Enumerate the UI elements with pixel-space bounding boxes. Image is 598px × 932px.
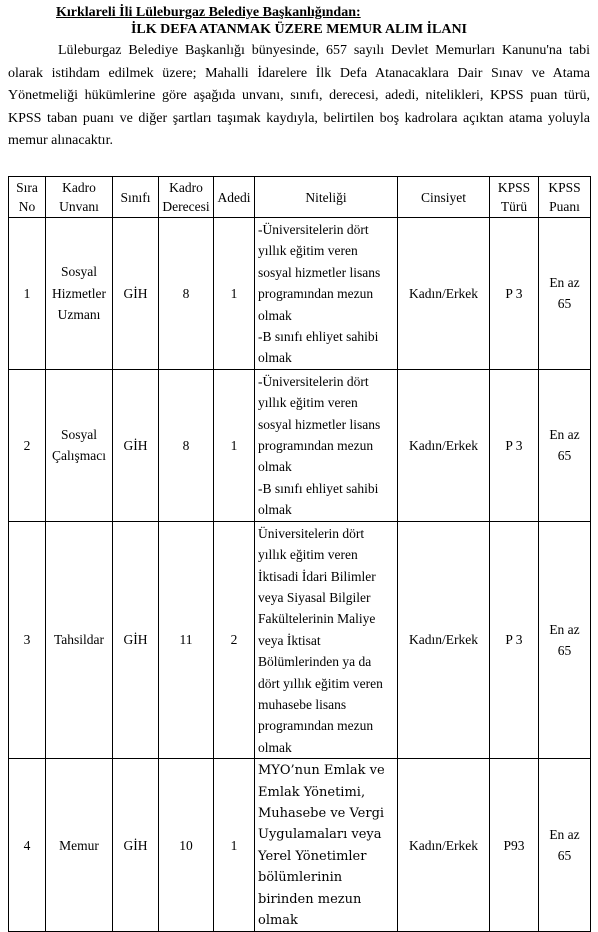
- row-class: GİH: [113, 369, 159, 521]
- row-kpss-type: P 3: [490, 218, 539, 370]
- row-qualification: Üniversitelerin dört yıllık eğitim veren İktisadi İdari Bilimler veya Siyasal Bilgiler Fakültelerinin Maliye veya İktisat Bölümlerinden ya da dört yıllık eğitim veren muhasebe lisans programından mezun olmak: [255, 521, 398, 758]
- row-degree: 8: [159, 369, 214, 521]
- row-kpss-score: En az 65: [539, 369, 591, 521]
- row-qualification: -Üniversitelerin dört yıllık eğitim veren sosyal hizmetler lisans programından mezun olmak -B sınıfı ehliyet sahibi olmak: [255, 369, 398, 521]
- row-kpss-score: En az 65: [539, 521, 591, 758]
- intro-text: Lüleburgaz Belediye Başkanlığı bünyesinde, 657 sayılı Devlet Memurları Kanunu'na tabi olarak istihdam edilmek üzere; Mahalli İdarelere İlk Defa Atanacaklara Dair Sınav ve Atama Yönetmeliği hükümlerine göre aşağıda unvanı, sınıfı, derecesi, adedi, nitelikleri, KPSS puan türü, KPSS taban puanı ve diğer şartları taşımak kaydıyla, belirtilen boş kadrolara açıktan atama yoluyla memur alınacaktır.: [8, 43, 590, 149]
- row-title: Memur: [46, 759, 113, 932]
- row-gender: Kadın/Erkek: [398, 521, 490, 758]
- row-title: Sosyal Hizmetler Uzmanı: [46, 218, 113, 370]
- row-kpss-type: P 3: [490, 521, 539, 758]
- row-qualification: -Üniversitelerin dört yıllık eğitim veren sosyal hizmetler lisans programından mezun olmak -B sınıfı ehliyet sahibi olmak: [255, 218, 398, 370]
- row-count: 1: [214, 218, 255, 370]
- col-header-kpss-score: KPSS Puanı: [539, 177, 591, 218]
- row-no: 4: [9, 759, 46, 932]
- table-body: [9, 218, 591, 932]
- col-header-class: Sınıfı: [113, 177, 159, 218]
- row-kpss-type: P 3: [490, 369, 539, 521]
- col-header-gender: Cinsiyet: [398, 177, 490, 218]
- row-no: 2: [9, 369, 46, 521]
- row-degree: 8: [159, 218, 214, 370]
- row-class: GİH: [113, 759, 159, 932]
- row-gender: Kadın/Erkek: [398, 218, 490, 370]
- row-gender: Kadın/Erkek: [398, 759, 490, 932]
- row-kpss-type: P93: [490, 759, 539, 932]
- table-row: [9, 369, 591, 521]
- row-title: Tahsildar: [46, 521, 113, 758]
- table-row: [9, 521, 591, 758]
- col-header-kpss-type: KPSS Türü: [490, 177, 539, 218]
- row-class: GİH: [113, 521, 159, 758]
- row-kpss-score: En az 65: [539, 759, 591, 932]
- row-gender: Kadın/Erkek: [398, 369, 490, 521]
- intro-paragraph: [8, 40, 590, 153]
- row-degree: 11: [159, 521, 214, 758]
- row-count: 1: [214, 369, 255, 521]
- row-count: 2: [214, 521, 255, 758]
- row-no: 3: [9, 521, 46, 758]
- row-class: GİH: [113, 218, 159, 370]
- col-header-no: Sıra No: [9, 177, 46, 218]
- table-header-row: [9, 177, 591, 218]
- announcement-title: İLK DEFA ATANMAK ÜZERE MEMUR ALIM İLANI: [130, 22, 468, 37]
- announcement-header: [8, 5, 590, 153]
- row-kpss-score: En az 65: [539, 218, 591, 370]
- row-degree: 10: [159, 759, 214, 932]
- row-no: 1: [9, 218, 46, 370]
- positions-table: [8, 176, 591, 932]
- table-row: [9, 759, 591, 932]
- row-count: 1: [214, 759, 255, 932]
- col-header-degree: Kadro Derecesi: [159, 177, 214, 218]
- col-header-count: Adedi: [214, 177, 255, 218]
- col-header-qualification: Niteliği: [255, 177, 398, 218]
- row-title: Sosyal Çalışmacı: [46, 369, 113, 521]
- col-header-title: Kadro Unvanı: [46, 177, 113, 218]
- row-qualification: MYO’nun Emlak ve Emlak Yönetimi, Muhasebe ve Vergi Uygulamaları veya Yerel Yönetimler bölümlerinin birinden mezun olmak: [255, 759, 398, 932]
- issuer-heading: Kırklareli İli Lüleburgaz Belediye Başkanlığından:: [56, 5, 361, 20]
- table-row: [9, 218, 591, 370]
